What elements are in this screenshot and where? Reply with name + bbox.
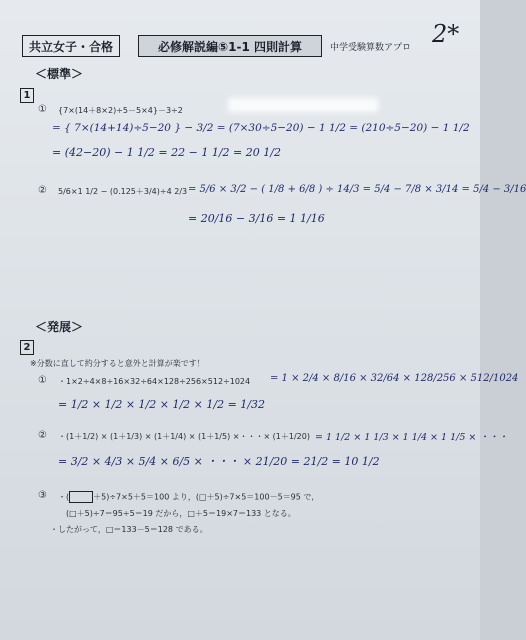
adv-q1-problem: ・1×2÷4×8÷16×32÷64×128÷256×512÷1024: [58, 377, 251, 386]
school-label: 共立女子・合格: [28, 39, 113, 54]
adv-q2-work-line0: = 1 1/2 × 1 1/3 × 1 1/4 × 1 1/5 × ・・・: [315, 432, 508, 443]
q2-work-line2: = 20/16 − 3/16 = 1 1/16: [188, 212, 325, 225]
adv-q3-line3: ・したがって，□＝133－5＝128 である。: [50, 525, 208, 534]
q1-label: ①: [38, 104, 47, 115]
adv-q3-line1: [58, 491, 314, 503]
q1-work-line2: = (42−20) − 1 1/2 = 22 − 1 1/2 = 20 1/2: [52, 146, 281, 159]
section-2-number: 2: [20, 340, 34, 355]
advanced-title: ＜発展＞: [35, 320, 84, 334]
adv-q1-work-line2: = 1/2 × 1/2 × 1/2 × 1/2 × 1/2 = 1/32: [58, 398, 265, 411]
adv-q2-work-line1: = 3/2 × 4/3 × 5/4 × 6/5 × ・・・ × 21/20 = 21/2 = 10 1/2: [58, 455, 380, 468]
school-label-box: [22, 35, 120, 57]
adv-q1-label: ①: [38, 375, 47, 386]
page-mark: 2*: [432, 20, 460, 48]
adv-q1-work-line1: = 1 × 2/4 × 8/16 × 32/64 × 128/256 × 512/1024: [270, 373, 519, 384]
standard-title: ＜標準＞: [35, 67, 84, 81]
answer-box: [69, 491, 93, 503]
advanced-note: ※分数に直して約分すると意外と計算が楽です！: [30, 359, 205, 368]
section-title-box: [138, 35, 322, 57]
q1-problem: {7×(14＋8×2)÷5－5×4}－3÷2: [58, 106, 183, 115]
adv-q3-line1-open: ・(: [58, 492, 70, 502]
adv-q3-label: ③: [38, 490, 47, 501]
adv-q3-line1-rest: ＋5)÷7×5＋5＝100 より，(□＋5)÷7×5＝100－5＝95 で,: [93, 492, 314, 502]
q2-work-line1: = 5/6 × 3/2 − ( 1/8 + 6/8 ) ÷ 14/3 = 5/4 − 7/8 × 3/14 = 5/4 − 3/16: [188, 184, 526, 195]
adv-q2-problem: ・(1＋1/2) × (1＋1/3) × (1＋1/4) × (1＋1/5) ×・・・× (1＋1/20): [58, 432, 310, 441]
adv-q3-line2: (□＋5)÷7＝95÷5＝19 だから，□＋5＝19×7＝133 となる。: [66, 509, 296, 518]
section-1-number: 1: [20, 88, 34, 103]
blurred-region: [228, 98, 378, 112]
q2-label: ②: [38, 185, 47, 196]
q2-problem: 5/6×1 1/2 − (0.125＋3/4)÷4 2/3: [58, 187, 188, 196]
publisher-label: 中学受験算数アプロ: [330, 43, 412, 53]
section-title: 必修解説編⑤1-1 四則計算: [157, 39, 303, 54]
adv-q2-label: ②: [38, 430, 47, 441]
q1-work-line1: = { 7×(14+14)÷5−20 } − 3/2 = (7×30÷5−20) − 1 1/2 = (210÷5−20) − 1 1/2: [52, 122, 470, 134]
